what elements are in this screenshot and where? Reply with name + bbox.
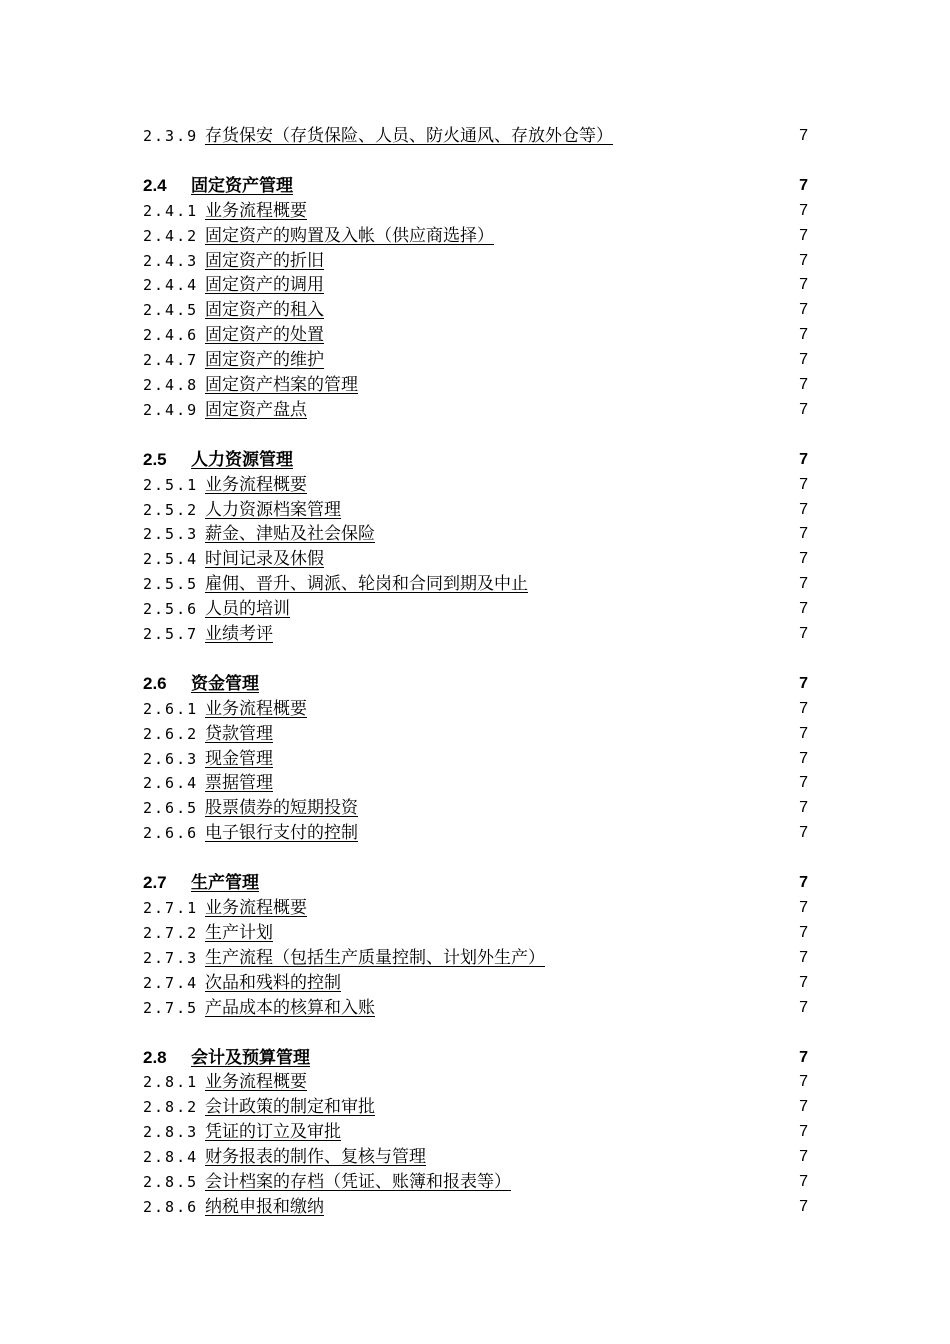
- toc-entry-link[interactable]: [143, 373, 358, 398]
- toc-entry-link[interactable]: [143, 522, 375, 547]
- toc-entry-number: 2.5.1: [143, 475, 199, 494]
- toc-entry-title: 贷款管理: [205, 723, 273, 744]
- toc-entry-link[interactable]: [143, 572, 528, 597]
- toc-page-number: 7: [799, 351, 808, 369]
- toc-page-number: 7: [799, 600, 808, 618]
- toc-section-link[interactable]: [143, 448, 293, 473]
- toc-entry-number: 2.7.4: [143, 973, 199, 992]
- toc-entry-title: 业务流程概要: [205, 898, 307, 919]
- toc-entry-row: [143, 771, 808, 796]
- toc-entry-link[interactable]: [143, 1195, 324, 1220]
- toc-page-number: 7: [799, 525, 808, 543]
- toc-entry-link[interactable]: [143, 199, 307, 224]
- toc-entry-number: 2.7.3: [143, 948, 199, 967]
- toc-entry-row: [143, 348, 808, 373]
- toc-entry-link[interactable]: [143, 224, 494, 249]
- toc-entry-title: 业绩考评: [205, 624, 273, 645]
- toc-entry-row: [143, 373, 808, 398]
- toc-entry-row: [143, 473, 808, 498]
- toc-entry-title: 票据管理: [205, 773, 273, 794]
- toc-entry-row: [143, 572, 808, 597]
- toc-entry-number: 2.8.6: [143, 1197, 199, 1216]
- toc-entry-number: 2.8: [143, 1047, 167, 1067]
- toc-entry-link[interactable]: [143, 771, 273, 796]
- toc-page-number: 7: [799, 749, 808, 767]
- toc-entry-title: 固定资产的调用: [205, 275, 324, 296]
- toc-page-number: 7: [799, 973, 808, 991]
- toc-entry-title: 次品和残料的控制: [205, 972, 341, 993]
- toc-page-number: 7: [799, 998, 808, 1016]
- toc-entry-row: [143, 249, 808, 274]
- table-of-contents: [143, 124, 808, 1220]
- toc-page-number: 7: [799, 1197, 808, 1215]
- toc-entry-number: 2.7.2: [143, 923, 199, 942]
- toc-entry-link[interactable]: [143, 921, 273, 946]
- toc-entry-number: 2.6.4: [143, 774, 199, 793]
- toc-page-number: 7: [799, 799, 808, 817]
- toc-entry-row: [143, 273, 808, 298]
- toc-entry-row: [143, 697, 808, 722]
- toc-entry-link[interactable]: [143, 398, 307, 423]
- toc-entry-link[interactable]: [143, 722, 273, 747]
- toc-entry-number: 2.7.1: [143, 899, 199, 918]
- toc-entry-link[interactable]: [143, 124, 613, 149]
- toc-entry-link[interactable]: [143, 896, 307, 921]
- toc-page-number: 7: [799, 699, 808, 717]
- toc-section-link[interactable]: [143, 174, 293, 199]
- toc-entry-title: 薪金、津贴及社会保险: [205, 524, 375, 545]
- toc-page-number: 7: [799, 226, 808, 244]
- toc-page-number: 7: [799, 724, 808, 742]
- toc-entry-number: 2.8.2: [143, 1098, 199, 1117]
- toc-page-number: 7: [799, 1172, 808, 1190]
- toc-entry-link[interactable]: [143, 971, 341, 996]
- toc-entry-row: [143, 896, 808, 921]
- toc-entry-title: 财务报表的制作、复核与管理: [205, 1147, 426, 1168]
- toc-entry-row: [143, 1120, 808, 1145]
- toc-entry-link[interactable]: [143, 996, 375, 1021]
- toc-entry-number: 2.4.3: [143, 251, 199, 270]
- toc-entry-row: [143, 796, 808, 821]
- toc-entry-title: 时间记录及休假: [205, 549, 324, 570]
- toc-entry-link[interactable]: [143, 498, 341, 523]
- toc-group-spacer: [143, 846, 808, 871]
- toc-page-number: 7: [799, 550, 808, 568]
- toc-entry-title: 生产管理: [191, 873, 259, 894]
- toc-entry-number: 2.6.1: [143, 699, 199, 718]
- toc-entry-row: [143, 522, 808, 547]
- toc-entry-title: 固定资产的处置: [205, 325, 324, 346]
- toc-entry-number: 2.5.2: [143, 500, 199, 519]
- toc-entry-number: 2.7.5: [143, 998, 199, 1017]
- toc-entry-row: [143, 1170, 808, 1195]
- toc-entry-link[interactable]: [143, 249, 324, 274]
- toc-entry-row: [143, 398, 808, 423]
- toc-entry-title: 业务流程概要: [205, 200, 307, 221]
- toc-entry-title: 会计及预算管理: [191, 1047, 310, 1068]
- toc-entry-link[interactable]: [143, 821, 358, 846]
- toc-page-number: 7: [799, 301, 808, 319]
- toc-entry-number: 2.8.1: [143, 1073, 199, 1092]
- toc-entry-row: [143, 1195, 808, 1220]
- toc-entry-title: 固定资产的购置及入帐（供应商选择）: [205, 225, 494, 246]
- toc-entry-title: 生产流程（包括生产质量控制、计划外生产）: [205, 947, 545, 968]
- toc-entry-row: [143, 622, 808, 647]
- toc-page-number: 7: [799, 575, 808, 593]
- toc-page-number: 7: [799, 201, 808, 219]
- toc-page-number: 7: [799, 326, 808, 344]
- toc-entry-link[interactable]: [143, 1070, 307, 1095]
- toc-section-row: [143, 1046, 808, 1071]
- toc-group-spacer: [143, 423, 808, 448]
- toc-entry-number: 2.4.5: [143, 301, 199, 320]
- toc-entry-title: 固定资产档案的管理: [205, 375, 358, 396]
- toc-entry-row: [143, 199, 808, 224]
- toc-entry-link[interactable]: [143, 1095, 375, 1120]
- toc-entry-row: [143, 821, 808, 846]
- toc-page-number: 7: [799, 625, 808, 643]
- toc-entry-row: [143, 1095, 808, 1120]
- toc-entry-row: [143, 722, 808, 747]
- toc-entry-link[interactable]: [143, 697, 307, 722]
- toc-entry-title: 纳税申报和缴纳: [205, 1196, 324, 1217]
- toc-entry-row: [143, 547, 808, 572]
- toc-page-number: 7: [799, 400, 808, 418]
- toc-entry-link[interactable]: [143, 298, 324, 323]
- toc-entry-number: 2.4.9: [143, 400, 199, 419]
- toc-entry-title: 人力资源档案管理: [205, 499, 341, 520]
- toc-entry-number: 2.6.2: [143, 724, 199, 743]
- toc-entry-title: 产品成本的核算和入账: [205, 997, 375, 1018]
- toc-entry-title: 资金管理: [191, 673, 259, 694]
- toc-entry-row: [143, 747, 808, 772]
- toc-entry-row: [143, 996, 808, 1021]
- toc-entry-title: 会计档案的存档（凭证、账簿和报表等）: [205, 1171, 511, 1192]
- toc-entry-title: 股票债券的短期投资: [205, 798, 358, 819]
- toc-entry-number: 2.6.6: [143, 824, 199, 843]
- toc-group-spacer: [143, 1021, 808, 1046]
- toc-entry-title: 会计政策的制定和审批: [205, 1097, 375, 1118]
- toc-entry-link[interactable]: [143, 323, 324, 348]
- toc-page-number: 7: [799, 1123, 808, 1141]
- toc-entry-row: [143, 1070, 808, 1095]
- toc-page-number: 7: [799, 276, 808, 294]
- toc-entry-number: 2.6.5: [143, 799, 199, 818]
- toc-entry-link[interactable]: [143, 1120, 341, 1145]
- toc-page-number: 7: [799, 774, 808, 792]
- toc-entry-title: 固定资产盘点: [205, 399, 307, 420]
- toc-entry-title: 固定资产的维护: [205, 350, 324, 371]
- toc-entry-link[interactable]: [143, 597, 290, 622]
- toc-entry-number: 2.8.3: [143, 1123, 199, 1142]
- toc-entry-link[interactable]: [143, 1170, 511, 1195]
- toc-entry-link[interactable]: [143, 796, 358, 821]
- toc-entry-row: [143, 597, 808, 622]
- toc-entry-number: 2.4.2: [143, 226, 199, 245]
- toc-entry-number: 2.5.5: [143, 575, 199, 594]
- toc-entry-link[interactable]: [143, 1145, 426, 1170]
- toc-page-number: 7: [799, 824, 808, 842]
- toc-entry-number: 2.6.3: [143, 749, 199, 768]
- toc-page-number: 7: [799, 874, 808, 892]
- toc-entry-number: 2.5.3: [143, 525, 199, 544]
- toc-group-spacer: [143, 149, 808, 174]
- toc-section-link[interactable]: [143, 672, 259, 697]
- toc-entry-row: [143, 1145, 808, 1170]
- toc-page-number: 7: [799, 376, 808, 394]
- toc-entry-row: [143, 323, 808, 348]
- toc-page-number: 7: [799, 1073, 808, 1091]
- toc-entry-title: 业务流程概要: [205, 698, 307, 719]
- toc-entry-number: 2.6: [143, 673, 167, 693]
- toc-entry-title: 电子银行支付的控制: [205, 823, 358, 844]
- toc-entry-row: [143, 124, 808, 149]
- toc-entry-row: [143, 498, 808, 523]
- toc-page-number: 7: [799, 450, 808, 468]
- toc-entry-number: 2.5.6: [143, 600, 199, 619]
- toc-entry-title: 现金管理: [205, 748, 273, 769]
- toc-entry-title: 雇佣、晋升、调派、轮岗和合同到期及中止: [205, 574, 528, 595]
- toc-page-number: 7: [799, 176, 808, 194]
- toc-page-number: 7: [799, 674, 808, 692]
- toc-page-number: 7: [799, 500, 808, 518]
- toc-entry-title: 凭证的订立及审批: [205, 1122, 341, 1143]
- toc-entry-title: 固定资产的租入: [205, 300, 324, 321]
- toc-entry-number: 2.4.8: [143, 376, 199, 395]
- toc-entry-link[interactable]: [143, 747, 273, 772]
- toc-entry-title: 生产计划: [205, 922, 273, 943]
- toc-page-number: 7: [799, 899, 808, 917]
- toc-group-spacer: [143, 647, 808, 672]
- toc-entry-number: 2.8.4: [143, 1148, 199, 1167]
- toc-entry-link[interactable]: [143, 473, 307, 498]
- toc-page-number: 7: [799, 251, 808, 269]
- toc-entry-number: 2.4.4: [143, 276, 199, 295]
- toc-entry-number: 2.8.5: [143, 1172, 199, 1191]
- toc-entry-title: 固定资产的折旧: [205, 250, 324, 271]
- toc-entry-number: 2.4.1: [143, 201, 199, 220]
- toc-entry-link[interactable]: [143, 946, 545, 971]
- toc-page-number: 7: [799, 1048, 808, 1066]
- toc-section-link[interactable]: [143, 1046, 310, 1071]
- toc-entry-title: 业务流程概要: [205, 1072, 307, 1093]
- toc-page-number: 7: [799, 923, 808, 941]
- toc-entry-number: 2.5: [143, 449, 167, 469]
- toc-entry-row: [143, 921, 808, 946]
- toc-entry-number: 2.7: [143, 873, 167, 893]
- toc-entry-number: 2.5.7: [143, 625, 199, 644]
- toc-entry-number: 2.3.9: [143, 127, 199, 145]
- toc-entry-link[interactable]: [143, 547, 324, 572]
- toc-page-number: 7: [799, 1098, 808, 1116]
- toc-entry-link[interactable]: [143, 348, 324, 373]
- toc-page-number: 7: [799, 475, 808, 493]
- toc-section-row: [143, 448, 808, 473]
- toc-entry-row: [143, 971, 808, 996]
- toc-section-row: [143, 871, 808, 896]
- toc-section-row: [143, 174, 808, 199]
- toc-entry-title: 固定资产管理: [191, 175, 293, 196]
- toc-entry-row: [143, 224, 808, 249]
- toc-entry-number: 2.4: [143, 175, 167, 195]
- toc-entry-link[interactable]: [143, 622, 273, 647]
- toc-entry-row: [143, 298, 808, 323]
- toc-entry-link[interactable]: [143, 273, 324, 298]
- toc-entry-title: 人员的培训: [205, 599, 290, 620]
- toc-section-row: [143, 672, 808, 697]
- toc-page-number: 7: [799, 1148, 808, 1166]
- toc-page-number: 7: [799, 948, 808, 966]
- toc-entry-title: 业务流程概要: [205, 474, 307, 495]
- toc-entry-number: 2.4.7: [143, 351, 199, 370]
- toc-entry-title: 人力资源管理: [191, 449, 293, 470]
- toc-page-number: 7: [799, 127, 808, 144]
- toc-entry-title: 存货保安（存货保险、人员、防火通风、存放外仓等）: [205, 126, 613, 146]
- toc-entry-number: 2.5.4: [143, 550, 199, 569]
- toc-entry-row: [143, 946, 808, 971]
- toc-section-link[interactable]: [143, 871, 259, 896]
- toc-entry-number: 2.4.6: [143, 326, 199, 345]
